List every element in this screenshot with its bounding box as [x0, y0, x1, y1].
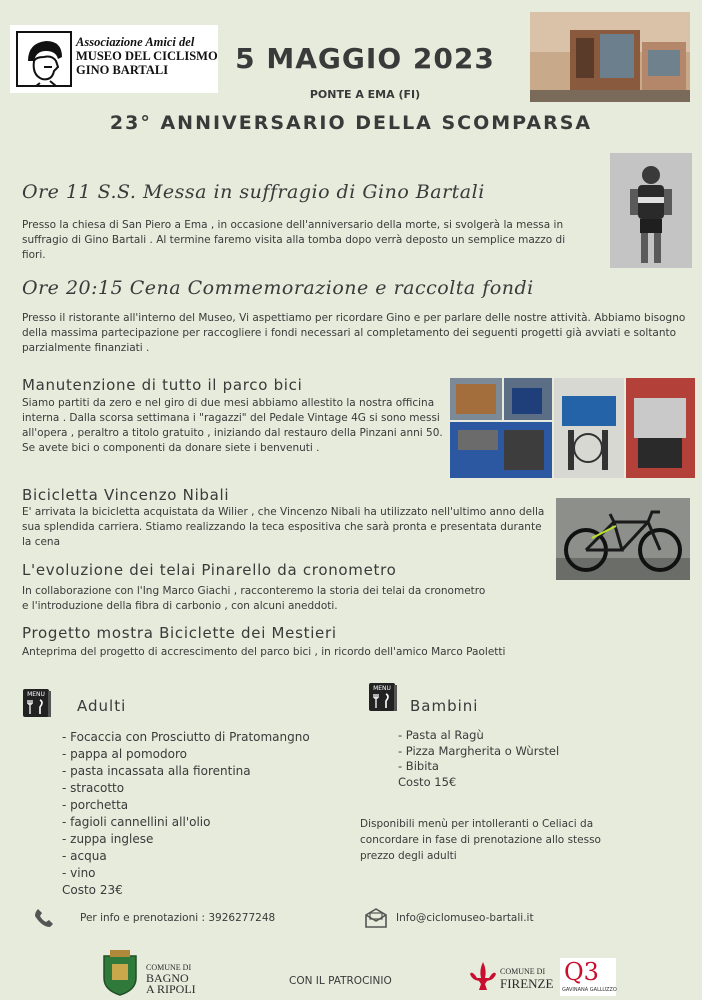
bagno-label-line3: A RIPOLI	[146, 982, 196, 996]
logo-line-2: MUSEO DEL CICLISMO	[76, 49, 218, 63]
menu-adults-item: - pasta incassata alla fiorentina	[62, 764, 251, 778]
menu-icon	[22, 688, 52, 718]
menu-adults-item: - pappa al pomodoro	[62, 747, 187, 761]
menu-adults-title: Adulti	[77, 697, 127, 715]
logo-line-3: GINO BARTALI	[76, 63, 169, 77]
event-place: PONTE A EMA (FI)	[309, 88, 421, 101]
q3-logo	[560, 958, 616, 996]
project-title-maintenance: Manutenzione di tutto il parco bici	[22, 376, 303, 394]
logo-line-1: Associazione Amici del	[76, 35, 195, 49]
project-text-mestieri: Anteprima del progetto di accrescimento del parco bici , in ricordo dell'amico Marco Paoletti	[22, 646, 506, 658]
menu-adults-item: - acqua	[62, 849, 107, 863]
menu-kids-item: - Pasta al Ragù	[398, 728, 484, 742]
patronage-label: CON IL PATROCINIO	[289, 975, 392, 987]
museum-logo	[10, 25, 218, 93]
svg-text:MENU: MENU	[373, 685, 391, 692]
mass-title: Ore 11 S.S. Messa in suffragio di Gino Bartali	[22, 181, 485, 203]
svg-text:MENU: MENU	[27, 691, 45, 698]
phone-icon	[34, 908, 54, 928]
menu-adults-item: - porchetta	[62, 798, 129, 812]
menu-icon	[368, 682, 398, 712]
menu-kids-list	[398, 728, 559, 790]
logo-text	[76, 35, 218, 77]
dinner-title: Ore 20:15 Cena Commemorazione e raccolta fondi	[22, 277, 534, 299]
project-text-nibali: E' arrivata la bicicletta acquistata da Wilier , che Vincenzo Nibali ha utilizzato nell'ultimo anno della sua splendida carriera. Stiamo realizzando la teca espositiva che sarà pronta e presentata durante la cena	[22, 506, 545, 548]
project-text-maintenance: Siamo partiti da zero e nel giro di due mesi abbiamo allestito la nostra officina interna . Dalla scorsa settimana i "ragazzi" del Pedale Vintage 4G si sono messi all'opera , peraltro a titolo gratuito , iniziando dal restauro della Pinzani anni 50. Se avete bici o componenti da donare siete i benvenuti .	[22, 397, 443, 454]
q3-sub: GAVINANA GALLUZZO	[562, 987, 617, 993]
dinner-text: Presso il ristorante all'interno del Museo, Vi aspettiamo per ricordare Gino e per parlare delle nostre attività. Abbiamo bisogno della massima partecipazione per raccogliere i fondi necessari al completamento dei seguenti progetti già avviati e soltanto parzialmente finanziati .	[22, 312, 686, 354]
firenze-label-line1: COMUNE DI	[500, 967, 546, 976]
museum-building-photo	[530, 12, 690, 102]
menu-adults-list	[62, 729, 310, 899]
bagno-label-line1: COMUNE DI	[146, 963, 192, 972]
firenze-lily-icon	[468, 960, 498, 992]
menu-adults-item: - fagioli cannellini all'olio	[62, 815, 211, 829]
menu-adults-item: - vino	[62, 866, 96, 880]
email-info: Info@ciclomuseo-bartali.it	[396, 912, 534, 924]
menu-kids-title: Bambini	[410, 697, 479, 715]
menu-kids-item: - Pizza Margherita o Wùrstel	[398, 743, 560, 758]
menu-adults-item: - zuppa inglese	[62, 832, 154, 846]
menu-adults-item: - stracotto	[62, 781, 125, 795]
event-date: 5 MAGGIO 2023	[235, 42, 495, 75]
mass-text: Presso la chiesa di San Piero a Ema , in occasione dell'anniversario della morte, si svolgerà la messa in suffragio di Gino Bartali . Al termine faremo visita alla tomba dopo verrà deposto un semplice mazzo di fiori.	[22, 219, 566, 261]
gino-bartali-photo	[610, 153, 692, 268]
anniversary-title: 23° ANNIVERSARIO DELLA SCOMPARSA	[109, 112, 593, 134]
menu-adults-item: - Focaccia con Prosciutto di Pratomangno	[62, 730, 310, 744]
firenze-label-line2: FIRENZE	[500, 976, 554, 991]
menu-adults-cost: Costo 23€	[62, 883, 123, 897]
project-title-nibali: Bicicletta Vincenzo Nibali	[22, 486, 230, 504]
bagno-a-ripoli-crest	[100, 950, 140, 996]
email-icon	[364, 907, 388, 929]
project-text-pinarello: In collaborazione con l'Ing Marco Giachi , racconteremo la storia dei telai da cronometro e l'introduzione della fibra di carbonio , con alcuni aneddoti.	[22, 585, 486, 612]
bagno-a-ripoli-label	[146, 962, 196, 995]
firenze-label	[500, 966, 553, 990]
menu-kids-item: - Bibita	[398, 759, 439, 773]
project-title-pinarello: L'evoluzione dei telai Pinarello da cronometro	[22, 561, 397, 579]
menu-note: Disponibili menù per intolleranti o Celiaci da concordare in fase di prenotazione allo stesso prezzo degli adulti	[360, 818, 601, 862]
cyclist-head-icon	[16, 31, 72, 87]
phone-info: Per info e prenotazioni : 3926277248	[80, 912, 276, 924]
project-title-mestieri: Progetto mostra Biciclette dei Mestieri	[22, 624, 337, 642]
menu-kids-cost: Costo 15€	[398, 774, 457, 789]
bagno-label-line2: BAGNO	[146, 971, 189, 985]
nibali-bike-photo	[556, 498, 690, 580]
q3-mark: Q3	[564, 958, 599, 986]
workshop-photos	[450, 378, 695, 478]
